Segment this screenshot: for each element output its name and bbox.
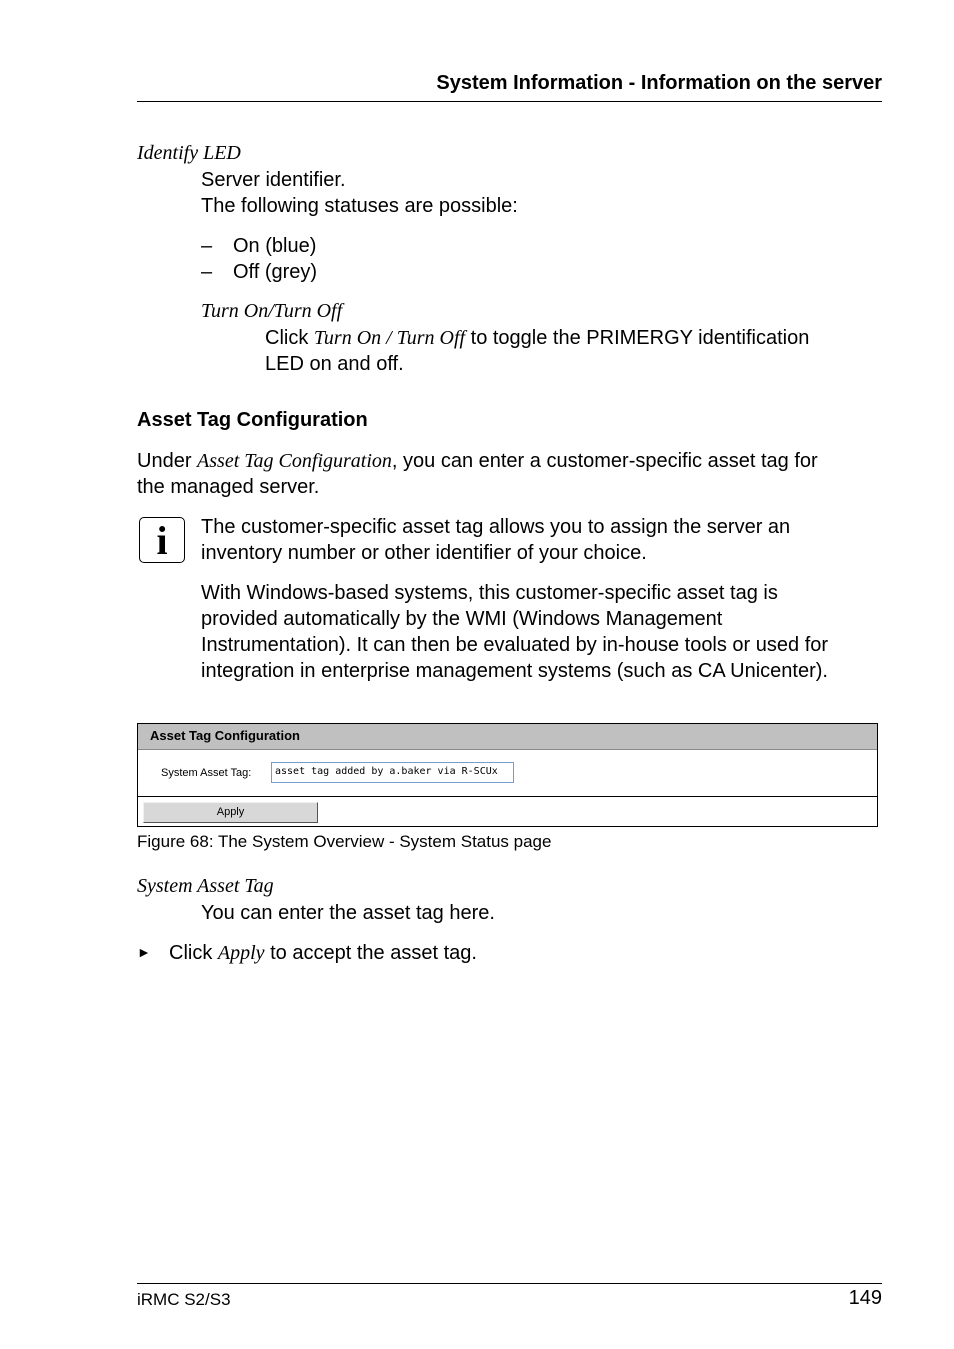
note2-line4: integration in enterprise management systems (such as CA Unicenter). [201,660,828,682]
desc-term: Turn On / Turn Off [313,327,466,349]
note1-line1: The customer-specific asset tag allows you to assign the server an [201,516,791,538]
list-dash-on: – [201,235,213,257]
desc-click: Click [265,327,309,349]
step-arrow-icon: ► [137,944,151,960]
turn-on-off-desc-line2: LED on and off. [265,353,404,375]
step-instruction [169,940,477,966]
note1-line2: inventory number or other identifier of your choice. [201,542,647,564]
term-system-asset-tag: System Asset Tag [137,875,274,897]
list-dash-off: – [201,261,213,283]
status-on: On (blue) [233,235,317,257]
panel-divider [138,796,877,797]
step-rest: to accept the asset tag. [270,942,477,964]
section-heading: Asset Tag Configuration [137,409,368,431]
step-click: Click [169,942,213,964]
intro-rest: , you can enter a customer-specific asset tag for [391,450,818,472]
asset-tag-intro-line2: the managed server. [137,476,320,498]
status-off: Off (grey) [233,261,318,283]
figure-caption: Figure 68: The System Overview - System Status page [137,832,552,851]
info-icon: i [139,517,185,563]
identify-led-line2: The following statuses are possible: [201,195,518,217]
term-identify-led: Identify LED [137,142,241,164]
note2-line3: Instrumentation). It can then be evaluated by in-house tools or used for [201,634,829,656]
step-term: Apply [217,942,265,964]
desc-rest: to toggle the PRIMERGY identification [470,327,810,349]
note2-line2: provided automatically by the WMI (Windows Management [201,608,723,630]
asset-tag-panel [137,723,878,827]
panel-header [138,724,877,750]
asset-tag-intro [137,448,818,474]
turn-on-off-desc [265,325,809,351]
intro-term: Asset Tag Configuration [197,450,392,472]
system-asset-tag-input[interactable]: asset tag added by a.baker via R-SCUx [271,762,514,783]
term-turn-on-off: Turn On/Turn Off [201,300,343,322]
identify-led-line1: Server identifier. [201,169,346,191]
running-header: System Information - Information on the server [436,72,882,94]
footer-product: iRMC S2/S3 [137,1290,231,1309]
header-rule [137,101,882,102]
system-asset-tag-label: System Asset Tag: [161,767,252,779]
page-number: 149 [848,1287,882,1309]
panel-title: Asset Tag Configuration [150,728,300,743]
note2-line1: With Windows-based systems, this customer-specific asset tag is [201,582,778,604]
intro-under: Under [137,450,192,472]
system-asset-tag-desc: You can enter the asset tag here. [201,902,495,924]
footer-rule [137,1283,882,1284]
apply-button[interactable]: Apply [143,802,318,823]
